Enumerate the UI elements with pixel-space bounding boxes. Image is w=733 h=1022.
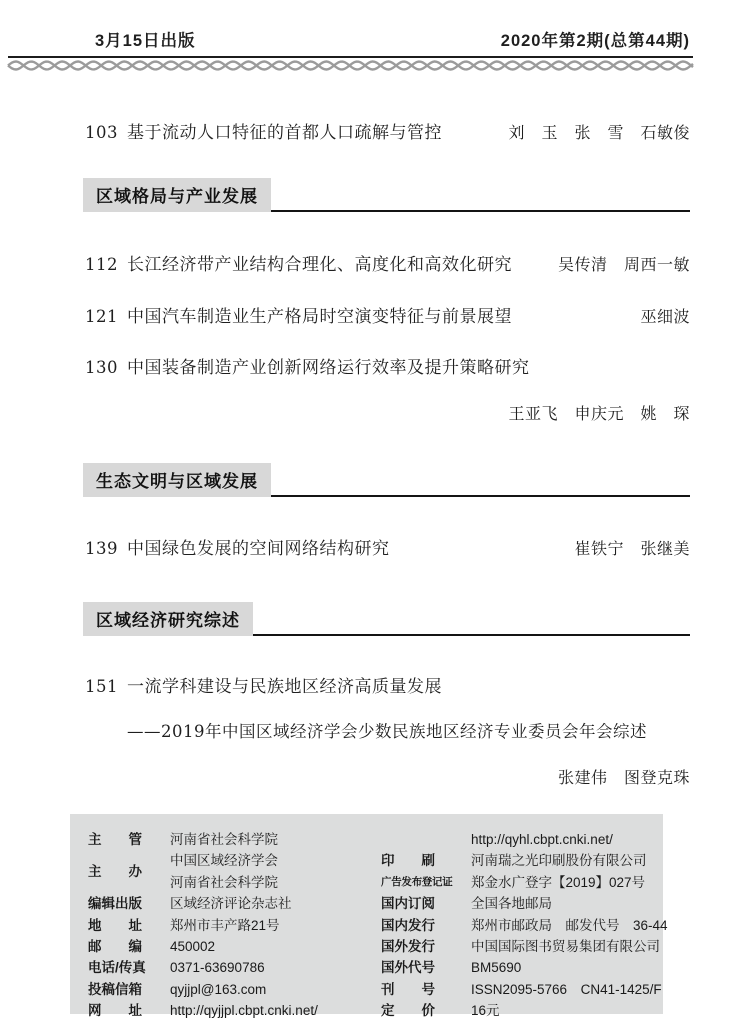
info-row-address <box>88 915 381 936</box>
toc-entry-151 <box>85 672 690 697</box>
masthead <box>0 0 733 51</box>
info-row-issn <box>381 979 668 1000</box>
page-number: 103 <box>85 123 118 142</box>
rope-wave-icon <box>8 59 693 72</box>
info-row-domestic-distribution <box>381 915 668 936</box>
info-row-email <box>88 979 381 1000</box>
info-row-editor <box>88 893 381 914</box>
info-label: 印 刷 <box>381 853 435 869</box>
info-value: ISSN2095-5766 CN41-1425/F <box>471 981 662 997</box>
page-number: 130 <box>85 358 118 377</box>
publisher-info-right-column <box>381 829 668 1019</box>
article-authors: 吴传清 周西一敏 <box>557 255 690 274</box>
info-value: BM5690 <box>471 960 522 976</box>
info-row-price <box>381 1000 668 1021</box>
page-number: 121 <box>85 307 118 326</box>
info-row-organizer <box>88 850 381 893</box>
section-rule <box>271 210 690 212</box>
info-label: 国内发行 <box>381 917 435 933</box>
info-value: 郑金水广登字【2019】027号 <box>471 874 646 890</box>
info-value: 16元 <box>471 1003 500 1019</box>
article-title: 中国装备制造产业创新网络运行效率及提升策略研究 <box>127 358 530 378</box>
article-authors: 王亚飞 申庆元 姚 琛 <box>508 404 690 423</box>
section-title: 区域经济研究综述 <box>83 602 253 636</box>
info-label: 国外发行 <box>381 939 435 955</box>
toc-entry-139 <box>85 534 690 559</box>
section-rule <box>271 495 690 497</box>
page-number: 151 <box>85 677 118 696</box>
decorative-rope-border <box>8 56 693 72</box>
section-title: 区域格局与产业发展 <box>83 178 271 212</box>
info-label: 定 价 <box>381 1003 435 1019</box>
page-number: 112 <box>85 255 118 274</box>
info-row-url2 <box>381 829 668 850</box>
article-title: 长江经济带产业结构合理化、高度化和高效化研究 <box>127 255 512 275</box>
info-value <box>162 850 278 893</box>
info-label: 邮 编 <box>88 939 142 955</box>
info-row-printer <box>381 850 668 871</box>
info-row-supervisor <box>88 829 381 850</box>
info-row-website <box>88 1000 381 1021</box>
publish-date: 3月15日出版 <box>95 32 196 50</box>
article-authors: 刘 玉 张 雪 石敏俊 <box>508 123 690 142</box>
info-value: 郑州市邮政局 邮发代号 36-44 <box>471 917 668 933</box>
info-label: 刊 号 <box>381 981 435 997</box>
info-value: 河南瑞之光印刷股份有限公司 <box>471 853 647 869</box>
info-label: 网 址 <box>88 1003 142 1019</box>
article-authors: 巫细波 <box>640 307 690 326</box>
info-row-overseas-code <box>381 957 668 978</box>
article-authors: 崔铁宁 张继美 <box>574 539 690 558</box>
info-label: 国外代号 <box>381 960 435 976</box>
publisher-info-left-column <box>88 829 381 1019</box>
article-authors: 张建伟 图登克珠 <box>557 768 690 787</box>
info-row-domestic-subscription <box>381 893 668 914</box>
page-number: 139 <box>85 539 118 558</box>
toc-entry-121 <box>85 302 690 327</box>
info-value: 河南省社会科学院 <box>170 832 278 847</box>
article-title: 中国绿色发展的空间网络结构研究 <box>127 539 390 559</box>
info-label: 电话/传真 <box>88 960 146 976</box>
toc-entry-130 <box>85 353 690 378</box>
info-value: qyjjpl@163.com <box>170 981 267 997</box>
toc-entry-103 <box>85 118 690 143</box>
info-label: 主 办 <box>88 864 142 880</box>
publisher-info-box <box>70 814 668 1019</box>
section-title: 生态文明与区域发展 <box>83 463 271 497</box>
info-label: 地 址 <box>88 917 142 933</box>
info-row-ad-license <box>381 872 668 893</box>
info-label: 国内订阅 <box>381 896 435 912</box>
info-value: 450002 <box>170 939 216 955</box>
info-label: 广告发布登记证 <box>381 875 453 888</box>
toc-entry-112 <box>85 250 690 275</box>
info-label: 主 管 <box>88 832 142 847</box>
info-value: 全国各地邮局 <box>471 896 552 912</box>
organizer-line-2: 河南省社会科学院 <box>170 874 278 890</box>
info-value: http://qyhl.cbpt.cnki.net/ <box>471 832 613 847</box>
info-label: 编辑出版 <box>88 896 142 912</box>
table-of-contents <box>0 118 733 788</box>
article-title: 一流学科建设与民族地区经济高质量发展 <box>127 677 442 697</box>
article-subtitle: ——2019年中国区域经济学会少数民族地区经济专业委员会年会综述 <box>127 722 647 741</box>
section-header-research-review <box>83 602 690 636</box>
info-row-postcode <box>88 936 381 957</box>
info-value: http://qyjjpl.cbpt.cnki.net/ <box>170 1003 318 1019</box>
info-value: 区域经济评论杂志社 <box>170 896 292 912</box>
info-value: 中国国际图书贸易集团有限公司 <box>471 939 660 955</box>
info-row-overseas-distribution <box>381 936 668 957</box>
organizer-line-1: 中国区域经济学会 <box>170 853 278 869</box>
article-title: 中国汽车制造业生产格局时空演变特征与前景展望 <box>127 307 512 327</box>
info-value: 郑州市丰产路21号 <box>170 917 280 933</box>
info-value: 0371-63690786 <box>170 960 265 976</box>
section-rule <box>253 634 690 636</box>
article-title: 基于流动人口特征的首都人口疏解与管控 <box>127 123 442 143</box>
section-header-eco-civilization <box>83 463 690 497</box>
info-row-phone-fax <box>88 957 381 978</box>
section-header-regional-pattern-industry <box>83 178 690 212</box>
issue-number: 2020年第2期(总第44期) <box>500 32 690 50</box>
info-label: 投稿信箱 <box>88 981 142 997</box>
